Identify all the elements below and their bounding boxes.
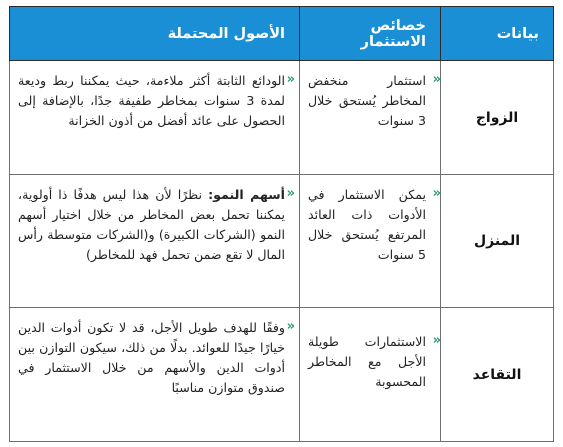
table-header-row <box>10 7 554 61</box>
row-label-home: المنزل <box>441 175 554 308</box>
table-row <box>10 61 554 175</box>
assets-text: الودائع الثابتة أكثر ملاءمة، حيث يمكننا ربط وديعة لمدة 3 سنوات بمخاطر طفيفة جدًا، بالإضافة إلى الحصول على عائد أفضل من أذون الخزانة <box>18 73 285 128</box>
characteristics-text: يمكن الاستثمار في الأدوات ذات العائد المرتفع يُستحق خلال 5 سنوات <box>308 187 426 262</box>
characteristics-cell <box>300 175 441 308</box>
assets-text: نظرًا لأن هذا ليس هدفًا ذا أولوية، يمكننا تحمل بعض المخاطر من خلال اختيار أسهم النمو (الشركات الكبيرة) و(الشركات متوسطة رأس المال لا تقع ضمن تحمل فهد للمخاطر) <box>18 187 285 262</box>
table-row <box>10 175 554 308</box>
double-chevron-icon: « <box>286 72 295 87</box>
characteristics-text: الاستثمارات طويلة الأجل مع المخاطر المحسوبة <box>308 334 426 389</box>
double-chevron-icon: « <box>286 186 295 201</box>
double-chevron-icon: « <box>432 72 441 87</box>
assets-cell <box>10 175 300 308</box>
characteristics-cell <box>300 61 441 175</box>
header-investment-characteristics: خصائص الاستثمار <box>300 7 441 61</box>
table-row <box>10 308 554 442</box>
characteristics-cell <box>300 308 441 442</box>
row-label-marriage: الزواج <box>441 61 554 175</box>
goals-table-container <box>9 6 553 442</box>
row-label-retirement: التقاعد <box>441 308 554 442</box>
double-chevron-icon: « <box>432 186 441 201</box>
assets-cell <box>10 308 300 442</box>
assets-cell <box>10 61 300 175</box>
double-chevron-icon: « <box>432 333 441 348</box>
header-potential-assets: الأصول المحتملة <box>10 7 300 61</box>
growth-stocks-label: أسهم النمو: <box>208 187 285 202</box>
header-data: بيانات <box>441 7 554 61</box>
investment-goals-table <box>9 6 554 442</box>
characteristics-text: استثمار منخفض المخاطر يُستحق خلال 3 سنوات <box>308 73 426 128</box>
assets-text: وفقًا للهدف طويل الأجل، قد لا تكون أدوات الدين خيارًا جيدًا للعوائد. بدلًا من ذلك، سيكون التوازن بين أدوات الدين والأسهم من خلال الاستثمار في صندوق متوازن مناسبًا <box>18 320 285 395</box>
double-chevron-icon: « <box>286 319 295 334</box>
